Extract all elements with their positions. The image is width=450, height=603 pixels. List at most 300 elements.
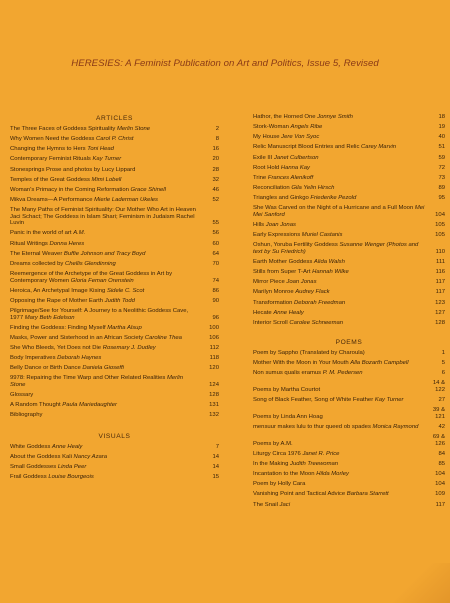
entry-author: Jere Von Syoc (281, 134, 320, 141)
entry-title-text: 9978: Repairing the Time Warp and Other Related Realities (10, 375, 166, 382)
right-column (253, 114, 445, 512)
entry-page-number: 127 (435, 309, 445, 316)
entry-title (253, 387, 431, 394)
entry-title-text: Opposing the Rape of Mother Earth (10, 297, 103, 304)
entry-title (253, 269, 431, 276)
entry-title-text: Hathor, the Horned One (253, 114, 316, 120)
entry-title (253, 232, 431, 239)
toc-entry (253, 279, 445, 286)
toc-entry (10, 136, 219, 143)
entry-author: Audrey Flack (295, 289, 330, 296)
entry-author: Linda Peer (57, 463, 87, 470)
entry-title (10, 136, 205, 143)
toc-entry (10, 261, 219, 268)
toc-entry (10, 288, 219, 295)
entry-title-text: Vanishing Point and Tactical Advice (253, 491, 346, 498)
entry-page-number: 117 (435, 279, 445, 286)
entry-page-number: 112 (209, 345, 219, 352)
entry-title (10, 271, 205, 284)
articles-heading: ARTICLES (96, 115, 133, 122)
entry-title (10, 375, 205, 388)
entry-page-number: 124 (209, 382, 219, 389)
entry-page-number: 131 (209, 402, 219, 409)
entry-title-text: About the Goddess Kali (10, 453, 72, 460)
entry-title-text: Small Goddesses (10, 463, 57, 470)
toc-entry (10, 308, 219, 321)
entry-author: Anne Healy (273, 309, 304, 316)
entry-page-number: 40 (438, 134, 445, 141)
entry-page-number: 111 (436, 259, 445, 266)
entry-page-number: 64 (212, 250, 219, 257)
entry-author: Caroline Thea (144, 334, 182, 341)
entry-author: Frances Alenikoff (267, 174, 314, 181)
visuals-continued-list (253, 114, 445, 326)
entry-title-text: Hills (253, 222, 265, 228)
entry-title (253, 165, 431, 172)
entry-title-text: Hecate (253, 309, 272, 316)
toc-entry (253, 434, 445, 447)
toc-entry (253, 289, 445, 296)
toc-entry (253, 155, 445, 162)
entry-title (10, 444, 205, 451)
entry-page-number: 56 (212, 230, 219, 237)
toc-entry (253, 269, 445, 276)
toc-entry (10, 365, 219, 372)
entry-title-text: Stork-Woman (253, 124, 289, 131)
toc-entry (10, 187, 219, 194)
entry-page-number: 14 (212, 453, 219, 460)
left-column (10, 114, 219, 484)
entry-title-text: Transformation (253, 299, 293, 306)
entry-page-number: 32 (212, 176, 219, 183)
entry-title-text: Non sumus qualis eramus (253, 370, 322, 377)
toc-entry (253, 370, 445, 377)
entry-author: Carolee Schneeman (289, 319, 344, 326)
toc-entry (253, 222, 445, 229)
entry-title (253, 124, 431, 131)
entry-page-number: 16 (212, 146, 219, 153)
entry-author: Chellis Glendinning (65, 260, 116, 267)
toc-entry (10, 355, 219, 362)
entry-title (10, 335, 205, 342)
entry-author: Carol P. Christ (96, 136, 134, 143)
entry-author: A.M. (73, 230, 86, 237)
entry-title-text: The Eternal Weaver (10, 250, 63, 257)
toc-entry (10, 444, 219, 451)
toc-entry (10, 402, 219, 409)
entry-page-number: 18 (438, 114, 445, 120)
entry-page-number: 19 (438, 124, 445, 131)
entry-author: Muriel Castanis (301, 232, 343, 239)
entry-author: Judith Treewoman (290, 461, 339, 468)
toc-entry (10, 345, 219, 352)
entry-page-number: 104 (435, 481, 445, 488)
entry-title-text: Poem by Holly Cara (253, 481, 306, 488)
entry-title-text: A Random Thought (10, 402, 61, 409)
entry-title (10, 412, 205, 419)
entry-title-text: Bibliography (10, 412, 43, 419)
entry-author: Mimi Lobell (91, 176, 122, 183)
toc-entry (253, 124, 445, 131)
entry-author: Susanne Wenger (Photos and text by Su Friedrich) (253, 242, 419, 255)
page-title: HERESIES: A Feminist Publication on Art and Politics, Issue 5, Revised (71, 58, 379, 69)
toc-entry (10, 156, 219, 163)
toc-entry (253, 461, 445, 468)
entry-title (10, 474, 205, 481)
entry-title (10, 146, 205, 153)
entry-title-text: The Three Faces of Goddess Spirituality (10, 126, 116, 132)
toc-entry (253, 134, 445, 141)
entry-author: Martha Alsup (107, 324, 142, 331)
entry-title-text: Triangles and Ginkgo (253, 195, 309, 202)
entry-title-text: Frail Goddess (10, 474, 47, 481)
entry-title (10, 288, 205, 295)
entry-title (10, 167, 205, 174)
entry-page-number: 14 & 122 (432, 380, 445, 394)
entry-title (253, 461, 431, 468)
entry-title-text: The Snail (253, 501, 278, 508)
entry-title (10, 177, 205, 184)
entry-page-number: 46 (212, 186, 219, 193)
toc-entry (253, 397, 445, 404)
entry-author: Angels Ribe (290, 124, 323, 131)
entry-title (253, 441, 431, 448)
entry-title-text: Marilyn Monroe (253, 289, 294, 296)
entry-title (253, 195, 431, 202)
entry-title (10, 392, 205, 399)
entry-author: Hannah Wilke (312, 269, 349, 276)
entry-title-text: Heroica, An Archetypal Image Kising (10, 287, 106, 294)
entry-author: Deborah Freedman (294, 299, 346, 306)
toc-entry (253, 320, 445, 327)
entry-title (10, 187, 205, 194)
entry-title-text: Panic in the world of art (10, 230, 72, 237)
entry-title-text: Root Hold (253, 164, 280, 171)
entry-title-text: Dreams collected by (10, 260, 64, 267)
entry-author: Deborah Haynes (57, 355, 102, 362)
entry-page-number: 6 (441, 370, 445, 377)
entry-author: Donna Heres (49, 240, 85, 247)
entry-title-text: Interior Scroll (253, 319, 288, 326)
entry-author: Hanna Kay (280, 164, 310, 171)
entry-title (253, 114, 431, 121)
entry-page-number: 105 (435, 232, 445, 239)
toc-entry (253, 360, 445, 367)
entry-title (10, 197, 205, 204)
entry-title (10, 308, 205, 321)
page-corner-shade (390, 563, 450, 603)
entry-title-text: Song of Black Feather, Song of White Feather (253, 397, 374, 404)
entry-author: Jonnye Smith (317, 114, 353, 120)
entry-title (253, 134, 431, 141)
entry-title (253, 144, 431, 151)
entry-title (10, 261, 205, 268)
entry-author: Gloria Feman Orenstein (70, 277, 134, 284)
entry-author: Barbara Starrett (346, 491, 389, 498)
entry-author: Judith Todd (104, 297, 135, 304)
toc-entry (10, 335, 219, 342)
entry-title (253, 310, 431, 317)
entry-page-number: 118 (209, 355, 219, 362)
entry-author: Janet Culbertson (273, 154, 319, 161)
toc-entry (253, 165, 445, 172)
entry-title (10, 126, 205, 133)
entry-author: Daniela Gioseffi (82, 365, 124, 372)
toc-entry (10, 197, 219, 204)
toc-entry (10, 412, 219, 419)
toc-entry (253, 481, 445, 488)
entry-title (253, 414, 431, 421)
entry-title (10, 241, 205, 248)
toc-entry (253, 350, 445, 357)
entry-title-text: Temples of the Great Goddess (10, 176, 90, 183)
entry-title-text: Earth Mother Goddess (253, 259, 313, 266)
entry-title-text: Finding the Goddess: Finding Myself (10, 324, 106, 331)
entry-author: Friederike Pezold (310, 195, 357, 202)
entry-title (10, 325, 205, 332)
entry-author: Paula Mariedaughter (62, 402, 117, 409)
entry-page-number: 90 (212, 297, 219, 304)
toc-entry (253, 451, 445, 458)
entry-author: Gila Yelin Hirsch (291, 184, 335, 191)
entry-title-text: Why Women Need the Goddess (10, 136, 95, 143)
entry-title-text: Belly Dance or Birth Dance (10, 365, 81, 372)
toc-entry (10, 325, 219, 332)
entry-page-number: 116 (435, 269, 445, 276)
toc-entry (10, 464, 219, 471)
entry-page-number: 2 (215, 126, 219, 132)
entry-author: Sidele C. Scot (106, 287, 145, 294)
toc-entry (253, 144, 445, 151)
entry-title (253, 242, 431, 255)
entry-page-number: 7 (215, 443, 219, 450)
entry-title (253, 424, 431, 431)
entry-title (253, 222, 431, 229)
entry-author: Kay Turner (92, 156, 122, 163)
entry-page-number: 1 (441, 350, 445, 356)
entry-page-number: 60 (212, 240, 219, 247)
entry-page-number: 70 (212, 260, 219, 267)
entry-author: Buffie Johnson and Tracy Boyd (63, 250, 146, 257)
entry-title-text: Contemporary Feminist Rituals (10, 156, 91, 163)
entry-author: Anne Healy (51, 443, 83, 450)
entry-title (10, 156, 205, 163)
entry-title (253, 491, 431, 498)
entry-page-number: 123 (435, 299, 445, 306)
entry-author: Alla Bozarth Campbell (350, 360, 409, 367)
entry-title-text: Poems by A.M. (253, 440, 293, 447)
entry-title-text: Poem by Sappho (Translated by Charoula) (253, 350, 365, 356)
poems-list (253, 350, 445, 508)
entry-page-number: 55 (212, 220, 219, 227)
entry-page-number: 105 (435, 222, 445, 228)
entry-title-text: Poems by Martha Courtot (253, 387, 321, 394)
entry-title (10, 251, 205, 258)
toc-entry (253, 205, 445, 218)
toc-entry (10, 126, 219, 133)
entry-page-number: 104 (435, 471, 445, 478)
entry-title (10, 230, 205, 237)
entry-title (253, 481, 431, 488)
entry-title-text: Ritual Writings (10, 240, 48, 247)
entry-page-number: 39 & 121 (432, 407, 445, 420)
toc-entry (10, 167, 219, 174)
entry-page-number: 15 (212, 474, 219, 481)
entry-author: Rosemary J. Dudley (102, 345, 156, 352)
entry-author: Toni Head (87, 146, 114, 153)
entry-title (253, 370, 431, 377)
entry-author: Kay Turner (374, 397, 404, 404)
entry-author: Mei Mei Sanford (253, 205, 425, 218)
entry-title (253, 300, 431, 307)
toc-entry (253, 407, 445, 420)
entry-title-text: Masks, Power and Sisterhood in an African Society (10, 334, 144, 341)
toc-entry (253, 195, 445, 202)
entry-title-text: Trine (253, 174, 267, 181)
entry-page-number: 86 (212, 287, 219, 294)
entry-page-number: 100 (209, 324, 219, 331)
toc-entry (10, 207, 219, 227)
entry-title-text: In the Making (253, 461, 289, 468)
entry-page-number: 106 (209, 334, 219, 341)
entry-title (10, 207, 205, 227)
entry-title-text: Poems by Linda Ann Hoag (253, 413, 323, 420)
entry-page-number: 117 (435, 289, 445, 296)
entry-page-number: 109 (435, 491, 445, 498)
entry-page-number: 73 (438, 174, 445, 181)
entry-title-text: Oshun, Yoruba Fertility Goddess (253, 242, 338, 249)
toc-entry (10, 474, 219, 481)
entry-title-text: Reemergence of the Archetype of the Great Goddess in Art by Contemporary Women (10, 271, 173, 284)
entry-title-text: Incantation to the Moon (253, 471, 315, 478)
toc-entry (10, 271, 219, 284)
entry-title (10, 402, 205, 409)
entry-title (253, 502, 431, 509)
entry-page-number: 52 (212, 196, 219, 203)
entry-author: Merlin Stone (116, 126, 151, 132)
entry-title-text: Stills from Super T-Art (253, 269, 311, 276)
entry-title (253, 259, 431, 266)
entry-page-number: 117 (435, 501, 445, 508)
entry-title-text: Reconciliation (253, 184, 290, 191)
entry-title-text: Stonesprings Prose and photos by Lucy Lippard (10, 166, 136, 173)
entry-page-number: 28 (212, 166, 219, 173)
entry-title (253, 350, 431, 357)
entry-title-text: Early Expressions (253, 232, 301, 239)
entry-title-text: Woman's Primacy in the Coming Reformation (10, 186, 129, 193)
entry-page-number: 51 (438, 144, 445, 151)
toc-entry (10, 454, 219, 461)
entry-page-number: 132 (209, 412, 219, 419)
entry-title-text: Liturgy Circa 1976 (253, 450, 301, 457)
entry-title-text: Pilgrimage/See for Yourself: A Journey to a Neolithic Goddess Cave, 1977 (10, 308, 189, 321)
entry-title-text: White Goddess (10, 443, 51, 450)
entry-title (10, 365, 205, 372)
entry-title-text: The Many Paths of Feminist Spirituality: Our Mother Who Art in Heaven Jaci Schact; The Goddess in Islam Shari; Feminism in Judaism Rachel Luvin (10, 207, 196, 227)
entry-title-text: Mother With the Moon in Your Mouth (253, 360, 349, 367)
toc-entry (253, 175, 445, 182)
entry-title-text: Changing the Hymns to Hers (10, 146, 86, 153)
entry-title (10, 454, 205, 461)
toc-entry (253, 491, 445, 498)
entry-title (253, 320, 431, 327)
entry-page-number: 89 (438, 184, 445, 191)
toc-entry (10, 298, 219, 305)
entry-author: Hilda Morley (316, 471, 349, 478)
entry-page-number: 85 (438, 461, 445, 468)
entry-page-number: 27 (438, 397, 445, 404)
entry-page-number: 96 (212, 314, 219, 321)
entry-title-text: Glossary (10, 392, 34, 399)
entry-title-text: Exile III (253, 154, 273, 161)
toc-entry (10, 146, 219, 153)
toc-entry (253, 232, 445, 239)
toc-entry (253, 424, 445, 431)
toc-entry (10, 251, 219, 258)
entry-title (253, 155, 431, 162)
entry-title (253, 175, 431, 182)
toc-entry (253, 185, 445, 192)
entry-author: Monica Raymond (372, 424, 419, 431)
entry-page-number: 8 (215, 136, 219, 143)
entry-title (253, 360, 431, 367)
entry-author: Jaci (279, 501, 291, 508)
entry-title-text: mensuur makes lulu to thur queed ob spades (253, 424, 371, 431)
toc-entry (253, 242, 445, 255)
entry-page-number: 20 (212, 156, 219, 163)
entry-page-number: 84 (438, 450, 445, 457)
entry-title (253, 451, 431, 458)
entry-page-number: 59 (438, 154, 445, 161)
toc-entry (10, 392, 219, 399)
entry-title (10, 355, 205, 362)
entry-page-number: 110 (435, 248, 445, 255)
entry-author: Merlin Stone (10, 375, 183, 389)
entry-author: Mary Beth Edelson (24, 314, 75, 321)
entry-title-text: Mirror Piece (253, 279, 285, 286)
articles-list (10, 126, 219, 419)
entry-title-text: She Was Carved on the Night of a Hurricane and a Full Moon (253, 205, 414, 212)
entry-title-text: Relic Manuscript Blood Entries and Relic (253, 144, 360, 151)
entry-author: P. M. Pedersen (322, 370, 363, 377)
entry-author: Alida Walsh (313, 259, 345, 266)
entry-author: Joan Jonas (265, 222, 296, 228)
visuals-heading: VISUALS (98, 432, 131, 440)
entry-title (10, 298, 205, 305)
toc-entry (253, 471, 445, 478)
entry-page-number: 14 (212, 463, 219, 470)
toc-entry (253, 259, 445, 266)
entry-page-number: 128 (435, 319, 445, 326)
entry-author: Mierle Laderman Ukeles (94, 196, 158, 203)
entry-title (253, 205, 431, 218)
entry-author: Louise Bourgeois (48, 474, 94, 481)
poems-heading: POEMS (335, 339, 363, 346)
entry-author: Joan Jonas (286, 279, 317, 286)
entry-author: Janet R. Price (302, 450, 340, 457)
toc-entry (253, 300, 445, 307)
entry-page-number: 69 & 126 (432, 434, 445, 447)
entry-page-number: 72 (438, 164, 445, 171)
toc-entry (253, 380, 445, 393)
entry-page-number: 128 (209, 392, 219, 399)
entry-title-text: Mikva Dreams—A Performance (10, 196, 93, 203)
entry-title-text: My House (253, 134, 280, 141)
entry-title-text: Body Imperatives (10, 355, 56, 362)
toc-entry (253, 310, 445, 317)
toc-entry (10, 177, 219, 184)
entry-title (253, 289, 431, 296)
